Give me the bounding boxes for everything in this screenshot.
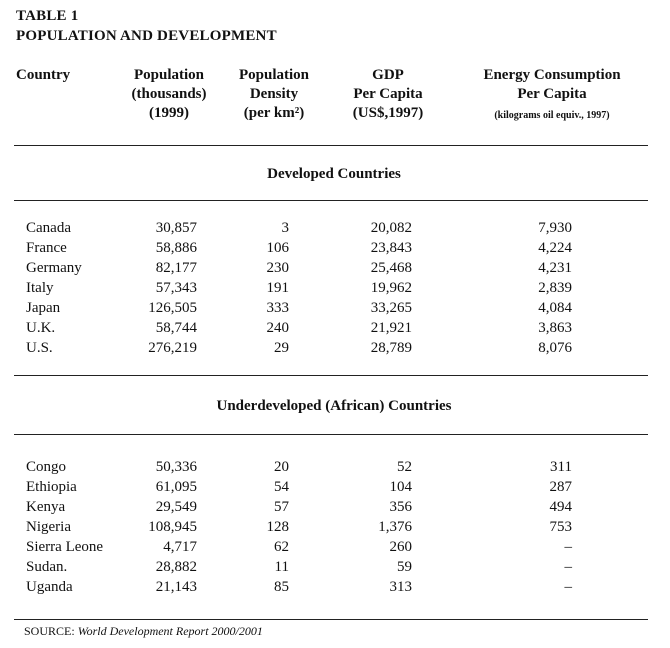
cell-density: 57 bbox=[274, 499, 289, 515]
section-rule-developed bbox=[14, 200, 648, 201]
footer-rule bbox=[14, 619, 648, 620]
header-population: Population (thousands) (1999) bbox=[131, 67, 207, 121]
cell-country: Sierra Leone bbox=[26, 539, 104, 555]
cell-country: Japan bbox=[26, 300, 61, 316]
cell-gdp: 59 bbox=[397, 559, 412, 575]
cell-country: Sudan. bbox=[26, 559, 68, 575]
cell-density: 230 bbox=[266, 260, 289, 276]
cell-density: 128 bbox=[266, 519, 289, 535]
header-gdp: GDP Per Capita (US$,1997) bbox=[352, 67, 424, 121]
section-rule-underdeveloped bbox=[14, 434, 648, 435]
cell-density: 54 bbox=[274, 479, 289, 495]
header-energy: Energy Consumption Per Capita (kilograms oil equiv., 1997) bbox=[483, 67, 621, 121]
table-row bbox=[0, 238, 670, 258]
cell-gdp: 23,843 bbox=[370, 240, 412, 256]
cell-energy: 4,084 bbox=[538, 300, 572, 316]
cell-population: 4,717 bbox=[163, 539, 197, 555]
table-row bbox=[0, 577, 670, 597]
cell-density: 11 bbox=[274, 559, 289, 575]
cell-density: 20 bbox=[274, 459, 289, 475]
header-density: Population Density (per km²) bbox=[238, 67, 310, 121]
cell-population: 61,095 bbox=[155, 479, 197, 495]
cell-population: 57,343 bbox=[155, 280, 197, 296]
cell-density: 333 bbox=[266, 300, 289, 316]
cell-density: 29 bbox=[274, 340, 289, 356]
cell-country: Canada bbox=[26, 220, 71, 236]
cell-country: U.S. bbox=[26, 340, 53, 356]
cell-gdp: 52 bbox=[397, 459, 412, 475]
cell-energy: 4,231 bbox=[538, 260, 572, 276]
table-row bbox=[0, 298, 670, 318]
cell-country: Ethiopia bbox=[26, 479, 77, 495]
cell-gdp: 1,376 bbox=[378, 519, 412, 535]
cell-gdp: 313 bbox=[389, 579, 412, 595]
header-country: Country bbox=[16, 67, 71, 83]
cell-energy: 753 bbox=[549, 519, 572, 535]
cell-population: 58,744 bbox=[155, 320, 197, 336]
cell-country: Nigeria bbox=[26, 519, 71, 535]
cell-energy: – bbox=[564, 559, 572, 575]
cell-energy: 3,863 bbox=[538, 320, 572, 336]
cell-density: 85 bbox=[274, 579, 289, 595]
table-row bbox=[0, 457, 670, 477]
header-rule bbox=[14, 145, 648, 146]
cell-gdp: 20,082 bbox=[370, 220, 412, 236]
cell-population: 21,143 bbox=[155, 579, 197, 595]
cell-country: Congo bbox=[26, 459, 67, 475]
cell-energy: 8,076 bbox=[538, 340, 572, 356]
cell-population: 30,857 bbox=[155, 220, 197, 236]
source-text: World Development Report 2000/2001 bbox=[77, 624, 263, 638]
cell-density: 106 bbox=[266, 240, 289, 256]
cell-density: 191 bbox=[266, 280, 289, 296]
section-divider-rule bbox=[14, 375, 648, 376]
source-label: SOURCE: bbox=[24, 624, 78, 638]
cell-population: 28,882 bbox=[155, 559, 197, 575]
cell-population: 50,336 bbox=[155, 459, 197, 475]
cell-energy: 2,839 bbox=[538, 280, 572, 296]
section-heading-underdeveloped: Underdeveloped (African) Countries bbox=[216, 398, 452, 414]
cell-gdp: 33,265 bbox=[370, 300, 412, 316]
cell-country: Italy bbox=[26, 280, 54, 296]
cell-gdp: 21,921 bbox=[370, 320, 412, 336]
developed-rows bbox=[0, 218, 670, 358]
underdeveloped-rows bbox=[0, 457, 670, 597]
table-row bbox=[0, 258, 670, 278]
table-title: POPULATION AND DEVELOPMENT bbox=[16, 28, 277, 44]
table-row bbox=[0, 318, 670, 338]
source-note bbox=[24, 624, 263, 639]
table-row bbox=[0, 517, 670, 537]
cell-energy: – bbox=[564, 579, 572, 595]
cell-energy: 4,224 bbox=[538, 240, 572, 256]
cell-gdp: 104 bbox=[389, 479, 412, 495]
table-row bbox=[0, 278, 670, 298]
cell-country: Kenya bbox=[26, 499, 66, 515]
cell-energy: – bbox=[564, 539, 572, 555]
table-number: TABLE 1 bbox=[16, 8, 79, 24]
table-row bbox=[0, 477, 670, 497]
table-row bbox=[0, 218, 670, 238]
table-row bbox=[0, 557, 670, 577]
cell-country: U.K. bbox=[26, 320, 56, 336]
cell-energy: 311 bbox=[550, 459, 572, 475]
cell-gdp: 356 bbox=[389, 499, 412, 515]
cell-country: France bbox=[26, 240, 67, 256]
cell-population: 276,219 bbox=[148, 340, 197, 356]
table-row bbox=[0, 338, 670, 358]
cell-energy: 7,930 bbox=[538, 220, 572, 236]
cell-energy: 494 bbox=[549, 499, 572, 515]
cell-density: 240 bbox=[266, 320, 289, 336]
cell-gdp: 25,468 bbox=[370, 260, 412, 276]
table-row bbox=[0, 537, 670, 557]
cell-gdp: 260 bbox=[389, 539, 412, 555]
cell-energy: 287 bbox=[549, 479, 572, 495]
cell-population: 29,549 bbox=[155, 499, 197, 515]
section-heading-developed: Developed Countries bbox=[267, 166, 401, 182]
cell-country: Uganda bbox=[26, 579, 73, 595]
cell-density: 3 bbox=[281, 220, 289, 236]
cell-population: 108,945 bbox=[148, 519, 197, 535]
cell-population: 58,886 bbox=[155, 240, 197, 256]
table-row bbox=[0, 497, 670, 517]
cell-country: Germany bbox=[26, 260, 82, 276]
cell-density: 62 bbox=[274, 539, 289, 555]
cell-population: 82,177 bbox=[155, 260, 197, 276]
cell-gdp: 19,962 bbox=[370, 280, 412, 296]
cell-population: 126,505 bbox=[148, 300, 197, 316]
cell-gdp: 28,789 bbox=[370, 340, 412, 356]
